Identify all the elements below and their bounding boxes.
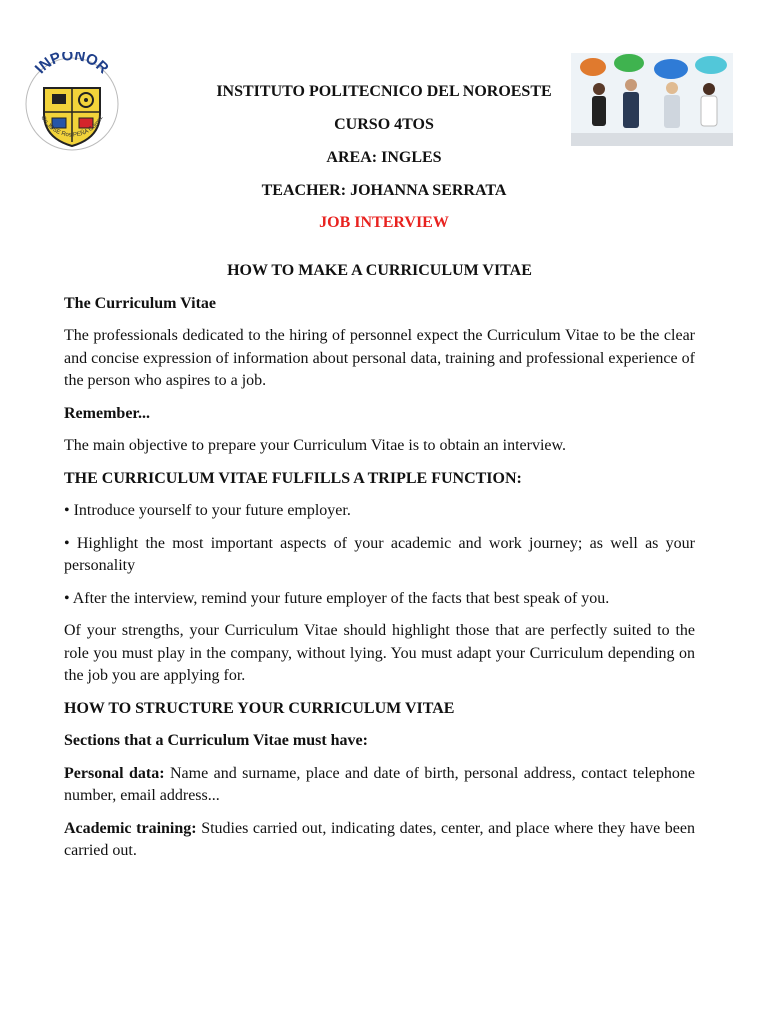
topic-line: JOB INTERVIEW (319, 214, 449, 231)
academic-training-label: Academic training: (64, 819, 197, 837)
personal-data-item (64, 763, 695, 808)
teacher-line: TEACHER: JOHANNA SERRATA (261, 182, 507, 199)
paragraph-strengths: Of your strengths, your Curriculum Vitae should highlight those that are perfectly suited to the role you must play in the company, without lying. You must adapt your Curriculum depending on the job you are applying for. (64, 622, 695, 684)
school-logo (22, 52, 122, 152)
paragraph-intro: The professionals dedicated to the hiring of personnel expect the Curriculum Vitae to be the clear and concise expression of information about personal data, training and professional experience of the person who aspires to a job. (64, 327, 695, 389)
academic-training-item (64, 818, 695, 863)
function-heading: THE CURRICULUM VITAE FULFILLS A TRIPLE FUNCTION: (64, 469, 522, 487)
personal-data-label: Personal data: (64, 764, 165, 782)
document-title: HOW TO MAKE A CURRICULUM VITAE (227, 262, 532, 279)
course-line: CURSO 4TOS (334, 116, 434, 133)
personal-data-text: Name and surname, place and date of birth, personal address, contact telephone number, email address... (64, 764, 695, 804)
structure-heading: HOW TO STRUCTURE YOUR CURRICULUM VITAE (64, 699, 455, 717)
sections-heading: Sections that a Curriculum Vitae must have: (64, 732, 368, 749)
section-heading-cv: The Curriculum Vitae (64, 294, 216, 312)
remember-heading: Remember... (64, 404, 151, 422)
institute-name: INSTITUTO POLITECNICO DEL NOROESTE (216, 83, 552, 100)
bullet-introduce: • Introduce yourself to your future employer. (64, 502, 351, 519)
logo-text: INPONOR (31, 52, 112, 78)
logo-motto: On JOSE Ros PEÑA Gómez (39, 115, 105, 139)
paragraph-objective: The main objective to prepare your Curriculum Vitae is to obtain an interview. (64, 437, 566, 454)
bullet-remind: • After the interview, remind your future employer of the facts that best speak of you. (64, 589, 610, 607)
bullet-highlight: • Highlight the most important aspects of your academic and work journey; as well as your personality (64, 534, 695, 574)
academic-training-text: Studies carried out, indicating dates, center, and place where they have been carried out. (64, 819, 696, 859)
area-line: AREA: INGLES (326, 149, 442, 166)
document-body (64, 260, 695, 863)
